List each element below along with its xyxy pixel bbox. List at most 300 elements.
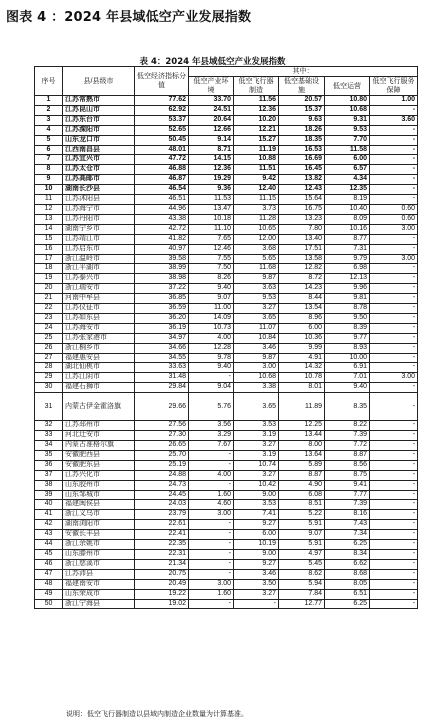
cell-infra: 10.78 [279, 373, 325, 383]
table-row [35, 579, 418, 589]
cell-county: 江苏启东市 [63, 244, 135, 254]
cell-svc: - [370, 490, 418, 500]
cell-county: 江苏宜兴市 [63, 155, 135, 165]
cell-svc: - [370, 421, 418, 431]
cell-county: 福建南安市 [63, 579, 135, 589]
cell-env: 19.29 [189, 175, 234, 185]
cell-svc: - [370, 323, 418, 333]
cell-infra: 5.94 [279, 579, 325, 589]
cell-mfg: 3.53 [234, 421, 279, 431]
cell-ops: 7.34 [325, 530, 370, 540]
cell-ops: 11.58 [325, 145, 370, 155]
cell-overall: 62.92 [135, 105, 189, 115]
cell-rank: 17 [35, 254, 63, 264]
cell-svc: 3.60 [370, 115, 418, 125]
cell-env: - [189, 559, 234, 569]
cell-overall: 53.37 [135, 115, 189, 125]
cell-overall: 44.96 [135, 204, 189, 214]
cell-ops: 7.77 [325, 490, 370, 500]
table-row [35, 254, 418, 264]
cell-county: 江苏海宁市 [63, 204, 135, 214]
cell-ops: 6.98 [325, 264, 370, 274]
cell-mfg: 9.27 [234, 520, 279, 530]
cell-infra: 20.57 [279, 96, 325, 106]
cell-svc: 3.00 [370, 254, 418, 264]
cell-overall: 22.31 [135, 549, 189, 559]
cell-county: 浙江桐乡市 [63, 343, 135, 353]
cell-rank: 39 [35, 490, 63, 500]
cell-overall: 47.72 [135, 155, 189, 165]
cell-svc: - [370, 431, 418, 441]
cell-mfg: 9.00 [234, 490, 279, 500]
table-row [35, 264, 418, 274]
table-row [35, 520, 418, 530]
cell-mfg: 9.53 [234, 294, 279, 304]
table-caption: 表 4：2024 年县域低空产业发展指数 [139, 57, 286, 67]
cell-rank: 44 [35, 540, 63, 550]
cell-county: 江苏邳州市 [63, 421, 135, 431]
cell-overall: 52.65 [135, 125, 189, 135]
header-mfg: 低空飞行器制造 [234, 77, 279, 96]
cell-svc: - [370, 530, 418, 540]
cell-ops: 8.56 [325, 460, 370, 470]
cell-overall: 48.01 [135, 145, 189, 155]
cell-overall: 23.79 [135, 510, 189, 520]
cell-rank: 37 [35, 470, 63, 480]
cell-overall: 29.84 [135, 383, 189, 393]
cell-rank: 19 [35, 274, 63, 284]
cell-infra: 4.97 [279, 549, 325, 559]
cell-svc: - [370, 343, 418, 353]
cell-infra: 12.25 [279, 421, 325, 431]
cell-infra: 11.89 [279, 393, 325, 421]
cell-ops: 7.39 [325, 500, 370, 510]
cell-rank: 28 [35, 363, 63, 373]
cell-county: 浙江余姚市 [63, 540, 135, 550]
cell-mfg: 10.68 [234, 373, 279, 383]
cell-svc: - [370, 244, 418, 254]
cell-infra: 9.99 [279, 343, 325, 353]
cell-infra: 8.44 [279, 294, 325, 304]
cell-overall: 36.59 [135, 304, 189, 314]
cell-env: 9.36 [189, 185, 234, 195]
table-row [35, 441, 418, 451]
table-row [35, 313, 418, 323]
table-row [35, 135, 418, 145]
cell-ops: 7.43 [325, 520, 370, 530]
cell-county: 河南中牟县 [63, 294, 135, 304]
table-row [35, 96, 418, 106]
cell-county: 江苏兴化市 [63, 470, 135, 480]
cell-ops: 8.19 [325, 195, 370, 205]
cell-env: 11.10 [189, 224, 234, 234]
cell-overall: 40.97 [135, 244, 189, 254]
cell-svc: - [370, 540, 418, 550]
cell-overall: 19.22 [135, 589, 189, 599]
cell-overall: 24.73 [135, 480, 189, 490]
cell-infra: 12.77 [279, 599, 325, 609]
cell-infra: 6.08 [279, 490, 325, 500]
cell-infra: 8.72 [279, 274, 325, 284]
cell-rank: 13 [35, 214, 63, 224]
cell-env: 5.76 [189, 393, 234, 421]
cell-svc: - [370, 383, 418, 393]
cell-county: 福建闽侯县 [63, 500, 135, 510]
cell-ops: 6.25 [325, 599, 370, 609]
cell-rank: 43 [35, 530, 63, 540]
cell-rank: 7 [35, 155, 63, 165]
cell-overall: 26.65 [135, 441, 189, 451]
cell-infra: 13.44 [279, 431, 325, 441]
cell-infra: 13.64 [279, 450, 325, 460]
cell-svc: - [370, 165, 418, 175]
table-row [35, 115, 418, 125]
cell-infra: 5.91 [279, 540, 325, 550]
cell-county: 江苏溧阳市 [63, 125, 135, 135]
cell-env: 9.04 [189, 383, 234, 393]
cell-svc: - [370, 353, 418, 363]
table-row [35, 460, 418, 470]
cell-mfg: 9.87 [234, 353, 279, 363]
cell-rank: 35 [35, 450, 63, 460]
cell-overall: 22.41 [135, 530, 189, 540]
cell-county: 福建石狮市 [63, 383, 135, 393]
cell-mfg: 11.51 [234, 165, 279, 175]
table-row [35, 195, 418, 205]
cell-rank: 38 [35, 480, 63, 490]
cell-mfg: 3.68 [234, 244, 279, 254]
cell-ops: 9.96 [325, 284, 370, 294]
cell-county: 江苏太仓市 [63, 165, 135, 175]
cell-infra: 4.90 [279, 480, 325, 490]
cell-env: 4.60 [189, 500, 234, 510]
cell-svc: - [370, 185, 418, 195]
cell-county: 安徽长丰县 [63, 530, 135, 540]
table-row [35, 480, 418, 490]
table-body [35, 96, 418, 609]
cell-county: 安徽肥东县 [63, 460, 135, 470]
cell-rank: 18 [35, 264, 63, 274]
cell-infra: 8.01 [279, 383, 325, 393]
header-rank: 序号 [35, 67, 63, 96]
table-row [35, 294, 418, 304]
cell-overall: 25.70 [135, 450, 189, 460]
cell-rank: 2 [35, 105, 63, 115]
cell-svc: - [370, 195, 418, 205]
cell-overall: 20.49 [135, 579, 189, 589]
cell-env: - [189, 460, 234, 470]
cell-county: 江苏如东县 [63, 313, 135, 323]
table-row [35, 450, 418, 460]
index-table [34, 66, 418, 609]
cell-mfg: 10.19 [234, 540, 279, 550]
cell-ops: 9.31 [325, 115, 370, 125]
table-row [35, 559, 418, 569]
cell-infra: 8.51 [279, 500, 325, 510]
cell-ops: 9.50 [325, 313, 370, 323]
cell-ops: 12.13 [325, 274, 370, 284]
cell-overall: 24.88 [135, 470, 189, 480]
cell-svc: 1.00 [370, 96, 418, 106]
cell-county: 江苏张家港市 [63, 333, 135, 343]
cell-svc: - [370, 264, 418, 274]
cell-infra: 12.43 [279, 185, 325, 195]
cell-svc: - [370, 393, 418, 421]
cell-env: - [189, 373, 234, 383]
cell-rank: 4 [35, 125, 63, 135]
cell-rank: 46 [35, 559, 63, 569]
cell-env: 13.47 [189, 204, 234, 214]
cell-infra: 15.64 [279, 195, 325, 205]
cell-ops: 10.80 [325, 96, 370, 106]
table-row [35, 185, 418, 195]
cell-rank: 8 [35, 165, 63, 175]
table-row [35, 333, 418, 343]
table-row [35, 353, 418, 363]
cell-infra: 8.96 [279, 313, 325, 323]
cell-svc: - [370, 234, 418, 244]
cell-overall: 77.62 [135, 96, 189, 106]
cell-env: 12.36 [189, 165, 234, 175]
table-row [35, 323, 418, 333]
cell-ops: 8.39 [325, 323, 370, 333]
header-ops: 低空运营 [325, 77, 370, 96]
cell-ops: 6.91 [325, 363, 370, 373]
cell-svc: 0.60 [370, 214, 418, 224]
table-row [35, 244, 418, 254]
cell-county: 江苏沭阳县 [63, 195, 135, 205]
cell-county: 江苏海安市 [63, 323, 135, 333]
cell-env: 12.66 [189, 125, 234, 135]
cell-overall: 20.75 [135, 569, 189, 579]
cell-overall: 46.87 [135, 175, 189, 185]
cell-rank: 20 [35, 284, 63, 294]
page-heading: 图表 4 ：2024 年县域低空产业发展指数 [6, 10, 252, 25]
cell-svc: - [370, 460, 418, 470]
cell-county: 江苏高邮市 [63, 175, 135, 185]
cell-county: 山东滕州市 [63, 549, 135, 559]
cell-ops: 8.05 [325, 579, 370, 589]
cell-env: 20.64 [189, 115, 234, 125]
cell-infra: 14.32 [279, 363, 325, 373]
cell-overall: 43.38 [135, 214, 189, 224]
cell-ops: 9.40 [325, 383, 370, 393]
cell-rank: 42 [35, 520, 63, 530]
cell-mfg: 12.21 [234, 125, 279, 135]
cell-county: 山东胶州市 [63, 480, 135, 490]
cell-infra: 16.53 [279, 145, 325, 155]
cell-county: 江苏常熟市 [63, 96, 135, 106]
table-row [35, 510, 418, 520]
cell-svc: - [370, 145, 418, 155]
cell-county: 内蒙古伊金霍洛旗 [63, 393, 135, 421]
cell-ops: 6.25 [325, 540, 370, 550]
cell-mfg: 12.36 [234, 105, 279, 115]
table-row [35, 304, 418, 314]
cell-infra: 5.45 [279, 559, 325, 569]
cell-mfg: 12.00 [234, 234, 279, 244]
cell-overall: 41.82 [135, 234, 189, 244]
cell-overall: 31.48 [135, 373, 189, 383]
cell-env: 24.51 [189, 105, 234, 115]
cell-infra: 13.40 [279, 234, 325, 244]
cell-infra: 5.89 [279, 460, 325, 470]
cell-mfg: 3.46 [234, 569, 279, 579]
cell-overall: 38.98 [135, 274, 189, 284]
cell-ops: 8.87 [325, 450, 370, 460]
cell-mfg: 3.27 [234, 589, 279, 599]
cell-mfg: 9.00 [234, 549, 279, 559]
cell-svc: - [370, 569, 418, 579]
cell-env: 7.50 [189, 264, 234, 274]
cell-env: 9.40 [189, 284, 234, 294]
cell-overall: 29.66 [135, 393, 189, 421]
cell-mfg: 3.27 [234, 470, 279, 480]
cell-ops: 10.40 [325, 204, 370, 214]
cell-infra: 16.69 [279, 155, 325, 165]
cell-infra: 4.91 [279, 353, 325, 363]
cell-svc: - [370, 480, 418, 490]
cell-mfg: 3.53 [234, 500, 279, 510]
cell-env: - [189, 520, 234, 530]
cell-env: 10.18 [189, 214, 234, 224]
cell-overall: 27.30 [135, 431, 189, 441]
header-infra: 低空基础设施 [279, 77, 325, 96]
cell-env: 7.67 [189, 441, 234, 451]
cell-ops: 8.34 [325, 549, 370, 559]
table-header [35, 67, 418, 96]
cell-env: 10.73 [189, 323, 234, 333]
cell-county: 江苏江阴市 [63, 373, 135, 383]
cell-mfg: 3.38 [234, 383, 279, 393]
cell-env: 14.15 [189, 155, 234, 165]
cell-ops: 8.68 [325, 569, 370, 579]
cell-env: 11.53 [189, 195, 234, 205]
table-row [35, 204, 418, 214]
cell-mfg: 3.19 [234, 450, 279, 460]
cell-rank: 25 [35, 333, 63, 343]
cell-overall: 42.72 [135, 224, 189, 234]
cell-env: 33.70 [189, 96, 234, 106]
cell-svc: - [370, 559, 418, 569]
cell-svc: - [370, 589, 418, 599]
cell-infra: 17.51 [279, 244, 325, 254]
cell-ops: 6.57 [325, 165, 370, 175]
cell-county: 山东荣成市 [63, 589, 135, 599]
cell-svc: - [370, 313, 418, 323]
cell-county: 浙江宁海县 [63, 599, 135, 609]
cell-mfg: 6.00 [234, 530, 279, 540]
cell-svc: - [370, 510, 418, 520]
cell-mfg: 11.28 [234, 214, 279, 224]
cell-ops: 8.78 [325, 304, 370, 314]
cell-ops: 8.09 [325, 214, 370, 224]
cell-mfg: 10.84 [234, 333, 279, 343]
table-row [35, 125, 418, 135]
cell-ops: 9.81 [325, 294, 370, 304]
cell-infra: 5.91 [279, 520, 325, 530]
cell-overall: 21.34 [135, 559, 189, 569]
cell-overall: 36.19 [135, 323, 189, 333]
table-row [35, 599, 418, 609]
table-note: 说明：低空飞行器制造以县域内制造企业数量为计算基准。 [66, 710, 248, 718]
cell-rank: 5 [35, 135, 63, 145]
cell-infra: 14.23 [279, 284, 325, 294]
cell-mfg: 5.65 [234, 254, 279, 264]
table-row [35, 284, 418, 294]
cell-ops: 4.34 [325, 175, 370, 185]
cell-mfg: 10.42 [234, 480, 279, 490]
cell-svc: - [370, 155, 418, 165]
cell-env: 1.60 [189, 589, 234, 599]
cell-county: 浙江慈溪市 [63, 559, 135, 569]
cell-ops: 8.35 [325, 393, 370, 421]
table-row [35, 589, 418, 599]
cell-svc: - [370, 520, 418, 530]
cell-overall: 36.20 [135, 313, 189, 323]
cell-county: 湖北仙桃市 [63, 363, 135, 373]
cell-overall: 46.51 [135, 195, 189, 205]
index-table-wrapper [34, 66, 417, 609]
table-row [35, 431, 418, 441]
cell-county: 湖南宁乡市 [63, 224, 135, 234]
table-row [35, 393, 418, 421]
header-overall: 低空经济指标分值 [135, 67, 189, 96]
cell-rank: 30 [35, 383, 63, 393]
cell-county: 浙江温岭市 [63, 254, 135, 264]
cell-rank: 23 [35, 313, 63, 323]
cell-svc: - [370, 333, 418, 343]
cell-mfg: 10.88 [234, 155, 279, 165]
cell-county: 浙江瑞安市 [63, 284, 135, 294]
cell-overall: 33.63 [135, 363, 189, 373]
cell-overall: 22.61 [135, 520, 189, 530]
cell-ops: 8.16 [325, 510, 370, 520]
cell-county: 湖南浏阳市 [63, 520, 135, 530]
cell-infra: 13.23 [279, 214, 325, 224]
cell-county: 山东邹城市 [63, 490, 135, 500]
cell-overall: 46.88 [135, 165, 189, 175]
table-row [35, 530, 418, 540]
table-row [35, 155, 418, 165]
cell-rank: 27 [35, 353, 63, 363]
cell-rank: 24 [35, 323, 63, 333]
table-row [35, 274, 418, 284]
header-svc: 低空飞行服务保障 [370, 77, 418, 96]
cell-env: - [189, 540, 234, 550]
cell-mfg: 3.46 [234, 343, 279, 353]
table-row [35, 569, 418, 579]
cell-county: 江苏昆山市 [63, 105, 135, 115]
cell-mfg: 3.63 [234, 284, 279, 294]
cell-ops: 8.77 [325, 234, 370, 244]
cell-svc: - [370, 105, 418, 115]
cell-ops: 9.41 [325, 480, 370, 490]
cell-rank: 50 [35, 599, 63, 609]
cell-rank: 21 [35, 294, 63, 304]
cell-ops: 8.93 [325, 343, 370, 353]
cell-rank: 11 [35, 195, 63, 205]
cell-county: 安徽肥西县 [63, 450, 135, 460]
table-row [35, 500, 418, 510]
table-row [35, 363, 418, 373]
cell-mfg: 7.41 [234, 510, 279, 520]
cell-mfg: 3.50 [234, 579, 279, 589]
cell-svc: - [370, 274, 418, 284]
cell-mfg: 11.68 [234, 264, 279, 274]
cell-svc: - [370, 175, 418, 185]
cell-rank: 32 [35, 421, 63, 431]
